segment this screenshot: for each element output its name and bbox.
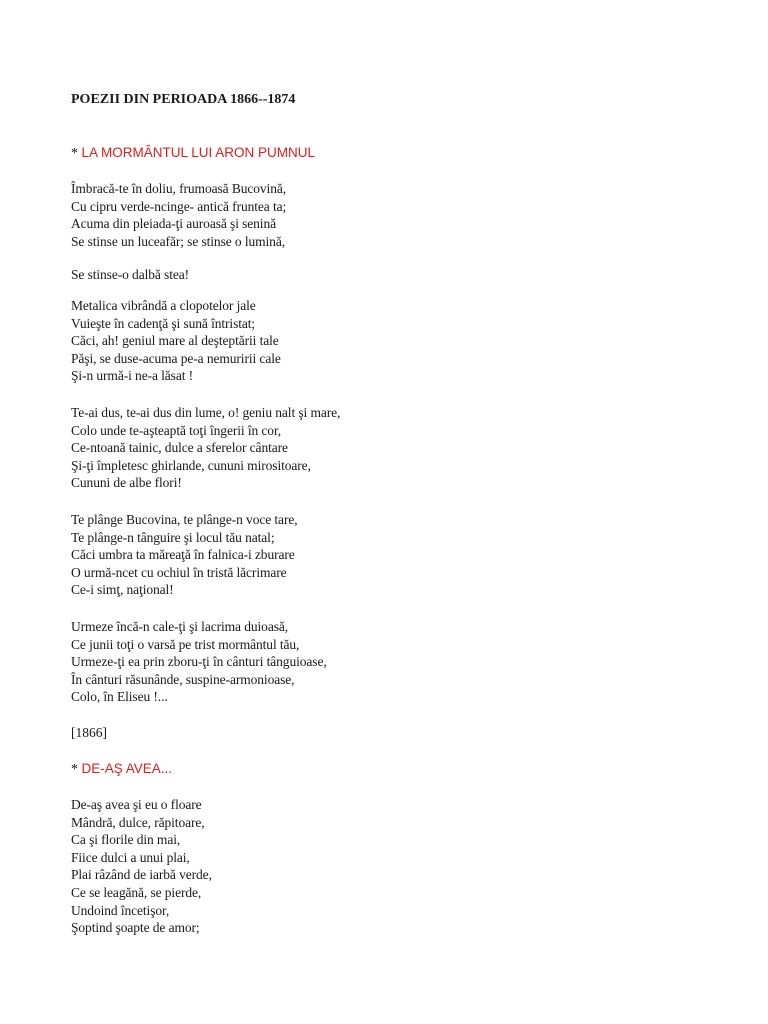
verse-line: Colo unde te-aşteaptă toţi îngerii în cor,: [71, 422, 282, 438]
verse-line: Şi-n urmă-i ne-a lăsat !: [71, 368, 194, 384]
title-asterisk: *: [71, 146, 82, 161]
poem-title-text: LA MORMÂNTUL LUI ARON PUMNUL: [81, 145, 316, 160]
verse-line: Acuma din pleiada-ţi auroasă şi senină: [71, 216, 277, 232]
verse-line: În cânturi răsunânde, suspine-armonioase,: [71, 671, 295, 687]
verse-line: Se stinse-o dalbă stea!: [71, 267, 190, 282]
verse-line: Ce junii toţi o varsă pe trist mormântul tău,: [71, 636, 300, 652]
verse-line: Cu cipru verde-ncinge- antică fruntea ta;: [71, 198, 287, 214]
title-asterisk: *: [71, 762, 82, 777]
stanza: [71, 618, 327, 706]
verse-line: Te plânge Bucovina, te plânge-n voce tare,: [71, 512, 298, 527]
verse-line: Urmeze-ţi ea prin zboru-ţi în cânturi tânguioase,: [71, 654, 327, 670]
verse-line: Mândră, dulce, răpitoare,: [71, 814, 205, 830]
verse-line: Urmeze încă-n cale-ţi şi lacrima duioasă,: [71, 619, 289, 634]
verse-line: Căci umbra ta măreaţă în falnica-i zburare: [71, 547, 295, 563]
verse-line: Fiice dulci a unui plai,: [71, 849, 190, 865]
poem-title-de-as-avea: [71, 761, 172, 778]
verse-line: Te-ai dus, te-ai dus din lume, o! geniu nalt şi mare,: [71, 405, 341, 420]
section-heading: POEZII DIN PERIOADA 1866--1874: [71, 92, 296, 107]
poem-title-la-mormantul: [71, 145, 315, 162]
verse-line: Colo, în Eliseu !...: [71, 689, 168, 705]
poem-date: [1866]: [71, 725, 107, 740]
verse-line: Ca şi florile din mai,: [71, 832, 181, 848]
verse-line: O urmă-ncet cu ochiul în tristă lăcrimare: [71, 564, 287, 580]
verse-line: Şoptind şoapte de amor;: [71, 920, 200, 936]
verse-line: Vuieşte în cadenţă şi sună întristat;: [71, 315, 256, 331]
verse-line: Îmbracă-te în doliu, frumoasă Bucovină,: [71, 181, 287, 196]
verse-line: Plai râzând de iarbă verde,: [71, 867, 212, 883]
stanza: [71, 404, 340, 492]
verse-line: Undoind încetişor,: [71, 902, 170, 918]
verse-line: De-aş avea şi eu o floare: [71, 797, 202, 812]
stanza: [71, 796, 212, 937]
verse-line: Ce-ntoană tainic, dulce a sferelor cântare: [71, 440, 288, 456]
poem-title-text: DE-AŞ AVEA...: [81, 761, 173, 776]
verse-line: Te plânge-n tânguire şi locul tău natal;: [71, 529, 275, 545]
verse-line: Ce-i simţ, naţional!: [71, 582, 174, 598]
stanza: [71, 266, 189, 284]
stanza: [71, 511, 298, 599]
verse-line: Căci, ah! geniul mare al deşteptării tale: [71, 333, 279, 349]
verse-line: Ce se leagănă, se pierde,: [71, 884, 202, 900]
stanza: [71, 297, 281, 385]
verse-line: Şi-ţi împletesc ghirlande, cununi mirositoare,: [71, 457, 311, 473]
verse-line: Metalica vibrândă a clopotelor jale: [71, 298, 256, 313]
verse-line: Păşi, se duse-acuma pe-a nemuririi cale: [71, 350, 281, 366]
verse-line: Se stinse un luceafăr; se stinse o lumină,: [71, 233, 286, 249]
verse-line: Cununi de albe flori!: [71, 475, 182, 491]
stanza: [71, 180, 286, 250]
